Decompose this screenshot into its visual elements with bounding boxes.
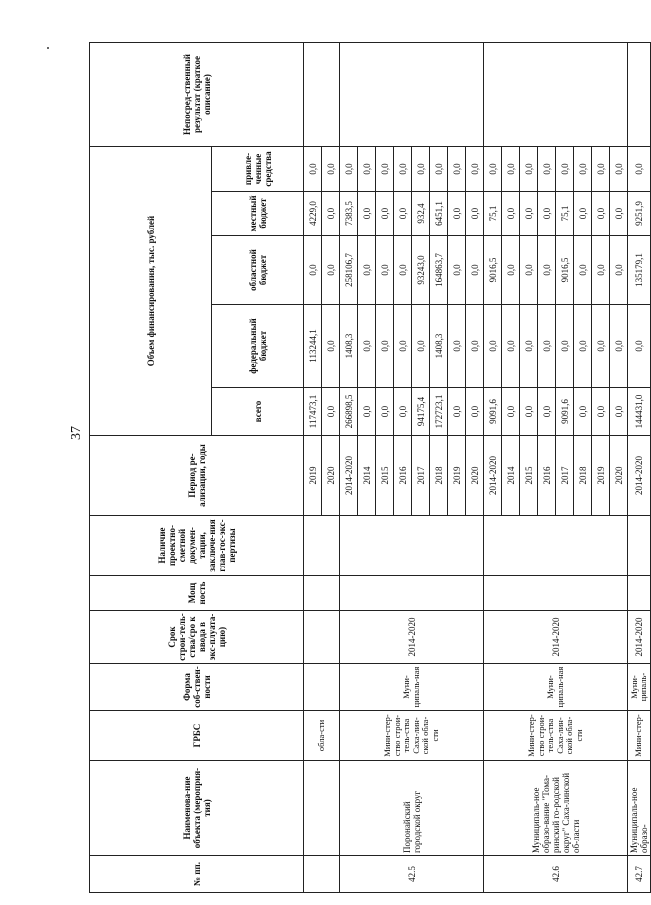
cell-attracted: 0,0 (466, 147, 484, 192)
cont-grbs: обла-сти (304, 711, 340, 761)
cell-attracted: 0,0 (376, 147, 394, 192)
cell-total: 0,0 (394, 388, 412, 436)
cell-local: 0,0 (322, 192, 340, 236)
cell-regional: 9016,5 (556, 236, 574, 305)
object-term: 2014-2020 (628, 611, 651, 664)
cell-total: 94175,4 (412, 388, 430, 436)
cell-regional: 258106,7 (340, 236, 358, 305)
cell-period: 2015 (376, 436, 394, 516)
header-grbs: ГРБС (90, 711, 304, 761)
cell-total: 266898,5 (340, 388, 358, 436)
header-term: Срок строи-тель-ства/сро к ввода в экс-плуата-цию) (90, 611, 304, 664)
cell-regional: 0,0 (304, 236, 322, 305)
cell-attracted: 0,0 (610, 147, 628, 192)
cell-total: 172723,1 (430, 388, 448, 436)
cell-regional: 0,0 (592, 236, 610, 305)
cell-attracted: 0,0 (502, 147, 520, 192)
cell-regional: 0,0 (502, 236, 520, 305)
table-row (628, 43, 651, 893)
cell-local: 932,4 (412, 192, 430, 236)
cell-total: 0,0 (520, 388, 538, 436)
cell-regional: 0,0 (610, 236, 628, 305)
cell-period: 2017 (556, 436, 574, 516)
object-name: Муниципаль-ное образо-вание "Тома-ринский го-родской округ" Саха-линской об-ласти (484, 761, 628, 856)
cell-local: 0,0 (574, 192, 592, 236)
cell-total: 117473,1 (304, 388, 322, 436)
financing-table (89, 42, 651, 893)
cell-attracted: 0,0 (430, 147, 448, 192)
cell-total: 0,0 (376, 388, 394, 436)
cell-total: 0,0 (448, 388, 466, 436)
header-attracted: привле-ченные средства (212, 147, 304, 192)
cell-federal: 0,0 (358, 305, 376, 388)
header-name: Наименова-ние объекта (мероприя-тия) (90, 761, 304, 856)
header-total: всего (212, 388, 304, 436)
cont-name (304, 761, 340, 856)
object-form: Муни-ципаль-ная (340, 664, 484, 711)
cell-period: 2014-2020 (628, 436, 651, 516)
table-row (484, 43, 502, 893)
cell-period: 2017 (412, 436, 430, 516)
cell-local: 6451,1 (430, 192, 448, 236)
object-form: Муни-ципаль-ная (484, 664, 628, 711)
cell-federal: 0,0 (448, 305, 466, 388)
cell-federal: 0,0 (592, 305, 610, 388)
cell-total: 9091,6 (556, 388, 574, 436)
cell-local: 75,1 (556, 192, 574, 236)
cell-period: 2020 (322, 436, 340, 516)
header-local: местный бюджет (212, 192, 304, 236)
header-row-1 (90, 43, 212, 893)
cell-local: 0,0 (448, 192, 466, 236)
object-power (628, 576, 651, 611)
header-result: Непосред-ственный результат (краткое описание) (90, 43, 304, 147)
cont-result (304, 43, 340, 147)
cell-period: 2014-2020 (340, 436, 358, 516)
cell-attracted: 0,0 (574, 147, 592, 192)
cell-local: 0,0 (466, 192, 484, 236)
cell-attracted: 0,0 (358, 147, 376, 192)
object-num: 42.6 (484, 856, 628, 893)
cont-power (304, 576, 340, 611)
cell-regional: 0,0 (394, 236, 412, 305)
object-num: 42.5 (340, 856, 484, 893)
header-funding: Объем финансирования, тыс. рублей (90, 147, 212, 436)
cell-total: 0,0 (358, 388, 376, 436)
cell-period: 2019 (448, 436, 466, 516)
object-name: Поронайский городской округ (340, 761, 484, 856)
cell-regional: 93243,0 (412, 236, 430, 305)
rotated-table-wrapper (89, 43, 649, 893)
object-num: 42.7 (628, 856, 651, 893)
cell-local: 0,0 (520, 192, 538, 236)
cell-local: 0,0 (358, 192, 376, 236)
cell-period: 2016 (538, 436, 556, 516)
cell-attracted: 0,0 (340, 147, 358, 192)
object-name: Муниципаль-ное образо- (628, 761, 651, 856)
cell-federal: 0,0 (520, 305, 538, 388)
page-number: 37 (69, 426, 84, 440)
cell-period: 2014 (502, 436, 520, 516)
cell-total: 0,0 (502, 388, 520, 436)
cell-local: 0,0 (592, 192, 610, 236)
cell-period: 2019 (592, 436, 610, 516)
header-form: Форма соб-ствен-ности (90, 664, 304, 711)
cell-attracted: 0,0 (520, 147, 538, 192)
table-row (304, 43, 322, 893)
cont-term (304, 611, 340, 664)
cell-attracted: 0,0 (394, 147, 412, 192)
object-result (340, 43, 484, 147)
cell-federal: 0,0 (610, 305, 628, 388)
header-expertise: Наличие проектно-сметной докумен-тации, заключе-ния глав-гос-экс-пертизы (90, 516, 304, 576)
cell-regional: 164863,7 (430, 236, 448, 305)
cell-local: 7383,5 (340, 192, 358, 236)
cell-period: 2014-2020 (484, 436, 502, 516)
cell-period: 2020 (466, 436, 484, 516)
cell-period: 2019 (304, 436, 322, 516)
object-grbs: Мини-стер-ство строи-тель-ства Саха-лин-ской обла-сти (340, 711, 484, 761)
cell-total: 0,0 (322, 388, 340, 436)
cell-total: 0,0 (610, 388, 628, 436)
cell-regional: 0,0 (520, 236, 538, 305)
cell-attracted: 0,0 (484, 147, 502, 192)
cell-total: 0,0 (592, 388, 610, 436)
object-result (628, 43, 651, 147)
cell-regional: 135179,1 (628, 236, 651, 305)
object-result (484, 43, 628, 147)
cell-period: 2020 (610, 436, 628, 516)
cell-local: 4229,0 (304, 192, 322, 236)
cell-local: 0,0 (394, 192, 412, 236)
object-power (484, 576, 628, 611)
object-grbs: Мини-стер-ство строи-тель-ства Саха-лин-ской обла-сти (484, 711, 628, 761)
cell-federal: 0,0 (394, 305, 412, 388)
cell-federal: 0,0 (322, 305, 340, 388)
cell-federal: 0,0 (502, 305, 520, 388)
cell-period: 2018 (574, 436, 592, 516)
cell-attracted: 0,0 (448, 147, 466, 192)
cell-local: 75,1 (484, 192, 502, 236)
object-expertise (628, 516, 651, 576)
cell-regional: 0,0 (538, 236, 556, 305)
cell-attracted: 0,0 (628, 147, 651, 192)
cell-local: 9251,9 (628, 192, 651, 236)
cont-expertise (304, 516, 340, 576)
scan-speck (47, 47, 49, 49)
header-federal: федеральный бюджет (212, 305, 304, 388)
table-row (340, 43, 358, 893)
cell-regional: 9016,5 (484, 236, 502, 305)
cell-federal: 1408,3 (340, 305, 358, 388)
cell-total: 0,0 (538, 388, 556, 436)
cont-form (304, 664, 340, 711)
cell-federal: 0,0 (484, 305, 502, 388)
cell-period: 2016 (394, 436, 412, 516)
cell-regional: 0,0 (322, 236, 340, 305)
header-num: № пп. (90, 856, 304, 893)
cell-local: 0,0 (502, 192, 520, 236)
header-regional: областной бюджет (212, 236, 304, 305)
cell-federal: 113244,1 (304, 305, 322, 388)
object-term: 2014-2020 (340, 611, 484, 664)
cell-attracted: 0,0 (556, 147, 574, 192)
header-power: Мощ ность (90, 576, 304, 611)
cell-federal: 0,0 (628, 305, 651, 388)
cell-regional: 0,0 (466, 236, 484, 305)
cell-total: 144431,0 (628, 388, 651, 436)
cell-period: 2015 (520, 436, 538, 516)
cell-federal: 0,0 (376, 305, 394, 388)
object-grbs: Мини-стер- (628, 711, 651, 761)
cell-local: 0,0 (376, 192, 394, 236)
cell-attracted: 0,0 (322, 147, 340, 192)
cell-local: 0,0 (538, 192, 556, 236)
cell-period: 2014 (358, 436, 376, 516)
cell-attracted: 0,0 (304, 147, 322, 192)
header-period: Период ре-ализации, годы (90, 436, 304, 516)
cell-federal: 0,0 (466, 305, 484, 388)
cell-regional: 0,0 (376, 236, 394, 305)
cell-federal: 0,0 (574, 305, 592, 388)
object-expertise (340, 516, 484, 576)
object-term: 2014-2020 (484, 611, 628, 664)
cell-federal: 0,0 (412, 305, 430, 388)
cell-federal: 0,0 (538, 305, 556, 388)
cell-regional: 0,0 (574, 236, 592, 305)
cell-attracted: 0,0 (538, 147, 556, 192)
cell-total: 0,0 (466, 388, 484, 436)
cell-local: 0,0 (610, 192, 628, 236)
cell-total: 9091,6 (484, 388, 502, 436)
cell-attracted: 0,0 (412, 147, 430, 192)
object-expertise (484, 516, 628, 576)
cont-num (304, 856, 340, 893)
cell-total: 0,0 (574, 388, 592, 436)
cell-attracted: 0,0 (592, 147, 610, 192)
cell-regional: 0,0 (358, 236, 376, 305)
object-power (340, 576, 484, 611)
object-form: Муни-ципаль- (628, 664, 651, 711)
cell-federal: 1408,3 (430, 305, 448, 388)
cell-period: 2018 (430, 436, 448, 516)
cell-federal: 0,0 (556, 305, 574, 388)
cell-regional: 0,0 (448, 236, 466, 305)
